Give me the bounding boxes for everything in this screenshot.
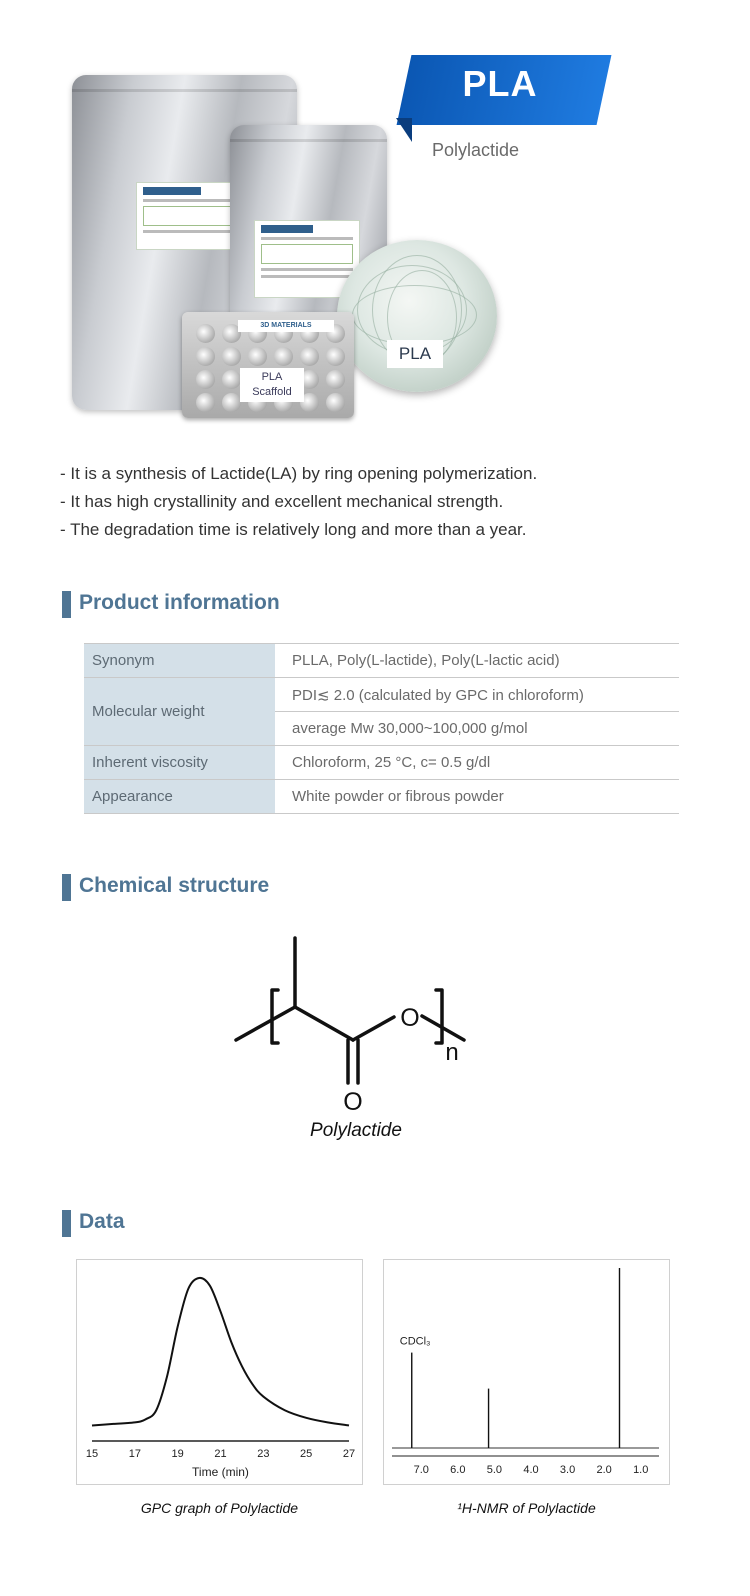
x-tick-label: 21 (214, 1448, 227, 1460)
product-info-table (84, 643, 679, 814)
gpc-caption: GPC graph of Polylactide (140, 1500, 299, 1516)
bond-line (295, 1007, 353, 1040)
gpc-series-line (92, 1278, 349, 1426)
x-tick-label: 5.0 (486, 1464, 503, 1476)
x-tick-label: 1.0 (633, 1464, 649, 1476)
x-tick-label: 6.0 (450, 1464, 466, 1476)
x-tick-label: 3.0 (559, 1464, 576, 1476)
plate-label (240, 368, 304, 402)
x-tick-label: 27 (342, 1448, 356, 1460)
nmr-caption: ¹H-NMR of Polylactide (457, 1500, 596, 1516)
plate-label-line: PLA (261, 371, 283, 383)
row-value: PDI≲ 2.0 (calculated by GPC in chloroform) (275, 678, 679, 712)
plate-logo: 3D MATERIALS (238, 320, 334, 332)
gpc-chart-panel (76, 1259, 363, 1485)
plate-well (222, 347, 241, 366)
x-tick-label: 2.0 (596, 1464, 612, 1476)
oxygen-atom-label: O (400, 1004, 420, 1032)
section-title: Data (79, 1210, 125, 1233)
structure-caption: Polylactide (310, 1120, 402, 1141)
plate-well (222, 393, 241, 412)
plate-well (326, 393, 345, 412)
row-value: average Mw 30,000~100,000 g/mol (275, 712, 679, 746)
polylactide-structure-diagram (226, 930, 486, 1120)
hero-section (0, 0, 750, 440)
row-label: Molecular weight (84, 678, 275, 746)
plate-well (196, 393, 215, 412)
row-value: PLLA, Poly(L-lactide), Poly(L-lactic acid) (275, 644, 679, 678)
description-item: - The degradation time is relatively long and more than a year. (60, 520, 527, 539)
plate-well (326, 370, 345, 389)
product-badge: PLA (462, 63, 538, 104)
plate-well (300, 347, 319, 366)
heading-marker (62, 1210, 71, 1237)
right-bracket (436, 990, 442, 1043)
plate-well (196, 370, 215, 389)
x-tick-label: 7.0 (413, 1464, 429, 1476)
x-tick-label: 25 (300, 1448, 313, 1460)
table-row (84, 746, 679, 780)
x-tick-label: 15 (85, 1448, 99, 1460)
table-row (84, 644, 679, 678)
x-tick-label: 17 (128, 1448, 141, 1460)
product-subtitle: Polylactide (432, 140, 520, 160)
description-list (60, 460, 537, 544)
row-value: Chloroform, 25 °C, c= 0.5 g/dl (275, 746, 679, 780)
description-item: - It is a synthesis of Lactide(LA) by ring opening polymerization. (60, 464, 538, 483)
table-row (84, 780, 679, 814)
ester-bond-line (353, 1017, 394, 1040)
plate-well (222, 370, 241, 389)
dish-label: PLA (387, 340, 443, 368)
nmr-chart (384, 1260, 671, 1486)
plate-well (274, 347, 293, 366)
heading-marker (62, 874, 71, 901)
x-tick-label: 4.0 (523, 1464, 539, 1476)
x-tick-label: 19 (171, 1448, 184, 1460)
plate-label-line: Scaffold (252, 386, 292, 398)
description-item: - It has high crystallinity and excellent mechanical strength. (60, 492, 504, 511)
plate-well (196, 324, 215, 343)
section-title: Chemical structure (79, 874, 270, 897)
repeat-unit-label: n (445, 1039, 459, 1066)
table-row (84, 678, 679, 712)
x-axis-label: Time (min) (192, 1465, 249, 1479)
plate-well (196, 347, 215, 366)
row-label: Appearance (84, 780, 275, 814)
plate-well (248, 347, 267, 366)
bond-line (236, 1007, 295, 1040)
row-label: Inherent viscosity (84, 746, 275, 780)
nmr-chart-panel (383, 1259, 670, 1485)
gpc-chart (77, 1260, 364, 1486)
heading-marker (62, 591, 71, 618)
carbonyl-oxygen-label: O (343, 1088, 363, 1116)
plate-well (326, 347, 345, 366)
peak-annotation: CDCl₃ (399, 1335, 431, 1348)
row-value: White powder or fibrous powder (275, 780, 679, 814)
banner-fold (396, 118, 412, 142)
x-tick-label: 23 (257, 1448, 270, 1460)
row-label: Synonym (84, 644, 275, 678)
section-title: Product information (79, 591, 280, 614)
petri-dish-image (337, 240, 497, 392)
